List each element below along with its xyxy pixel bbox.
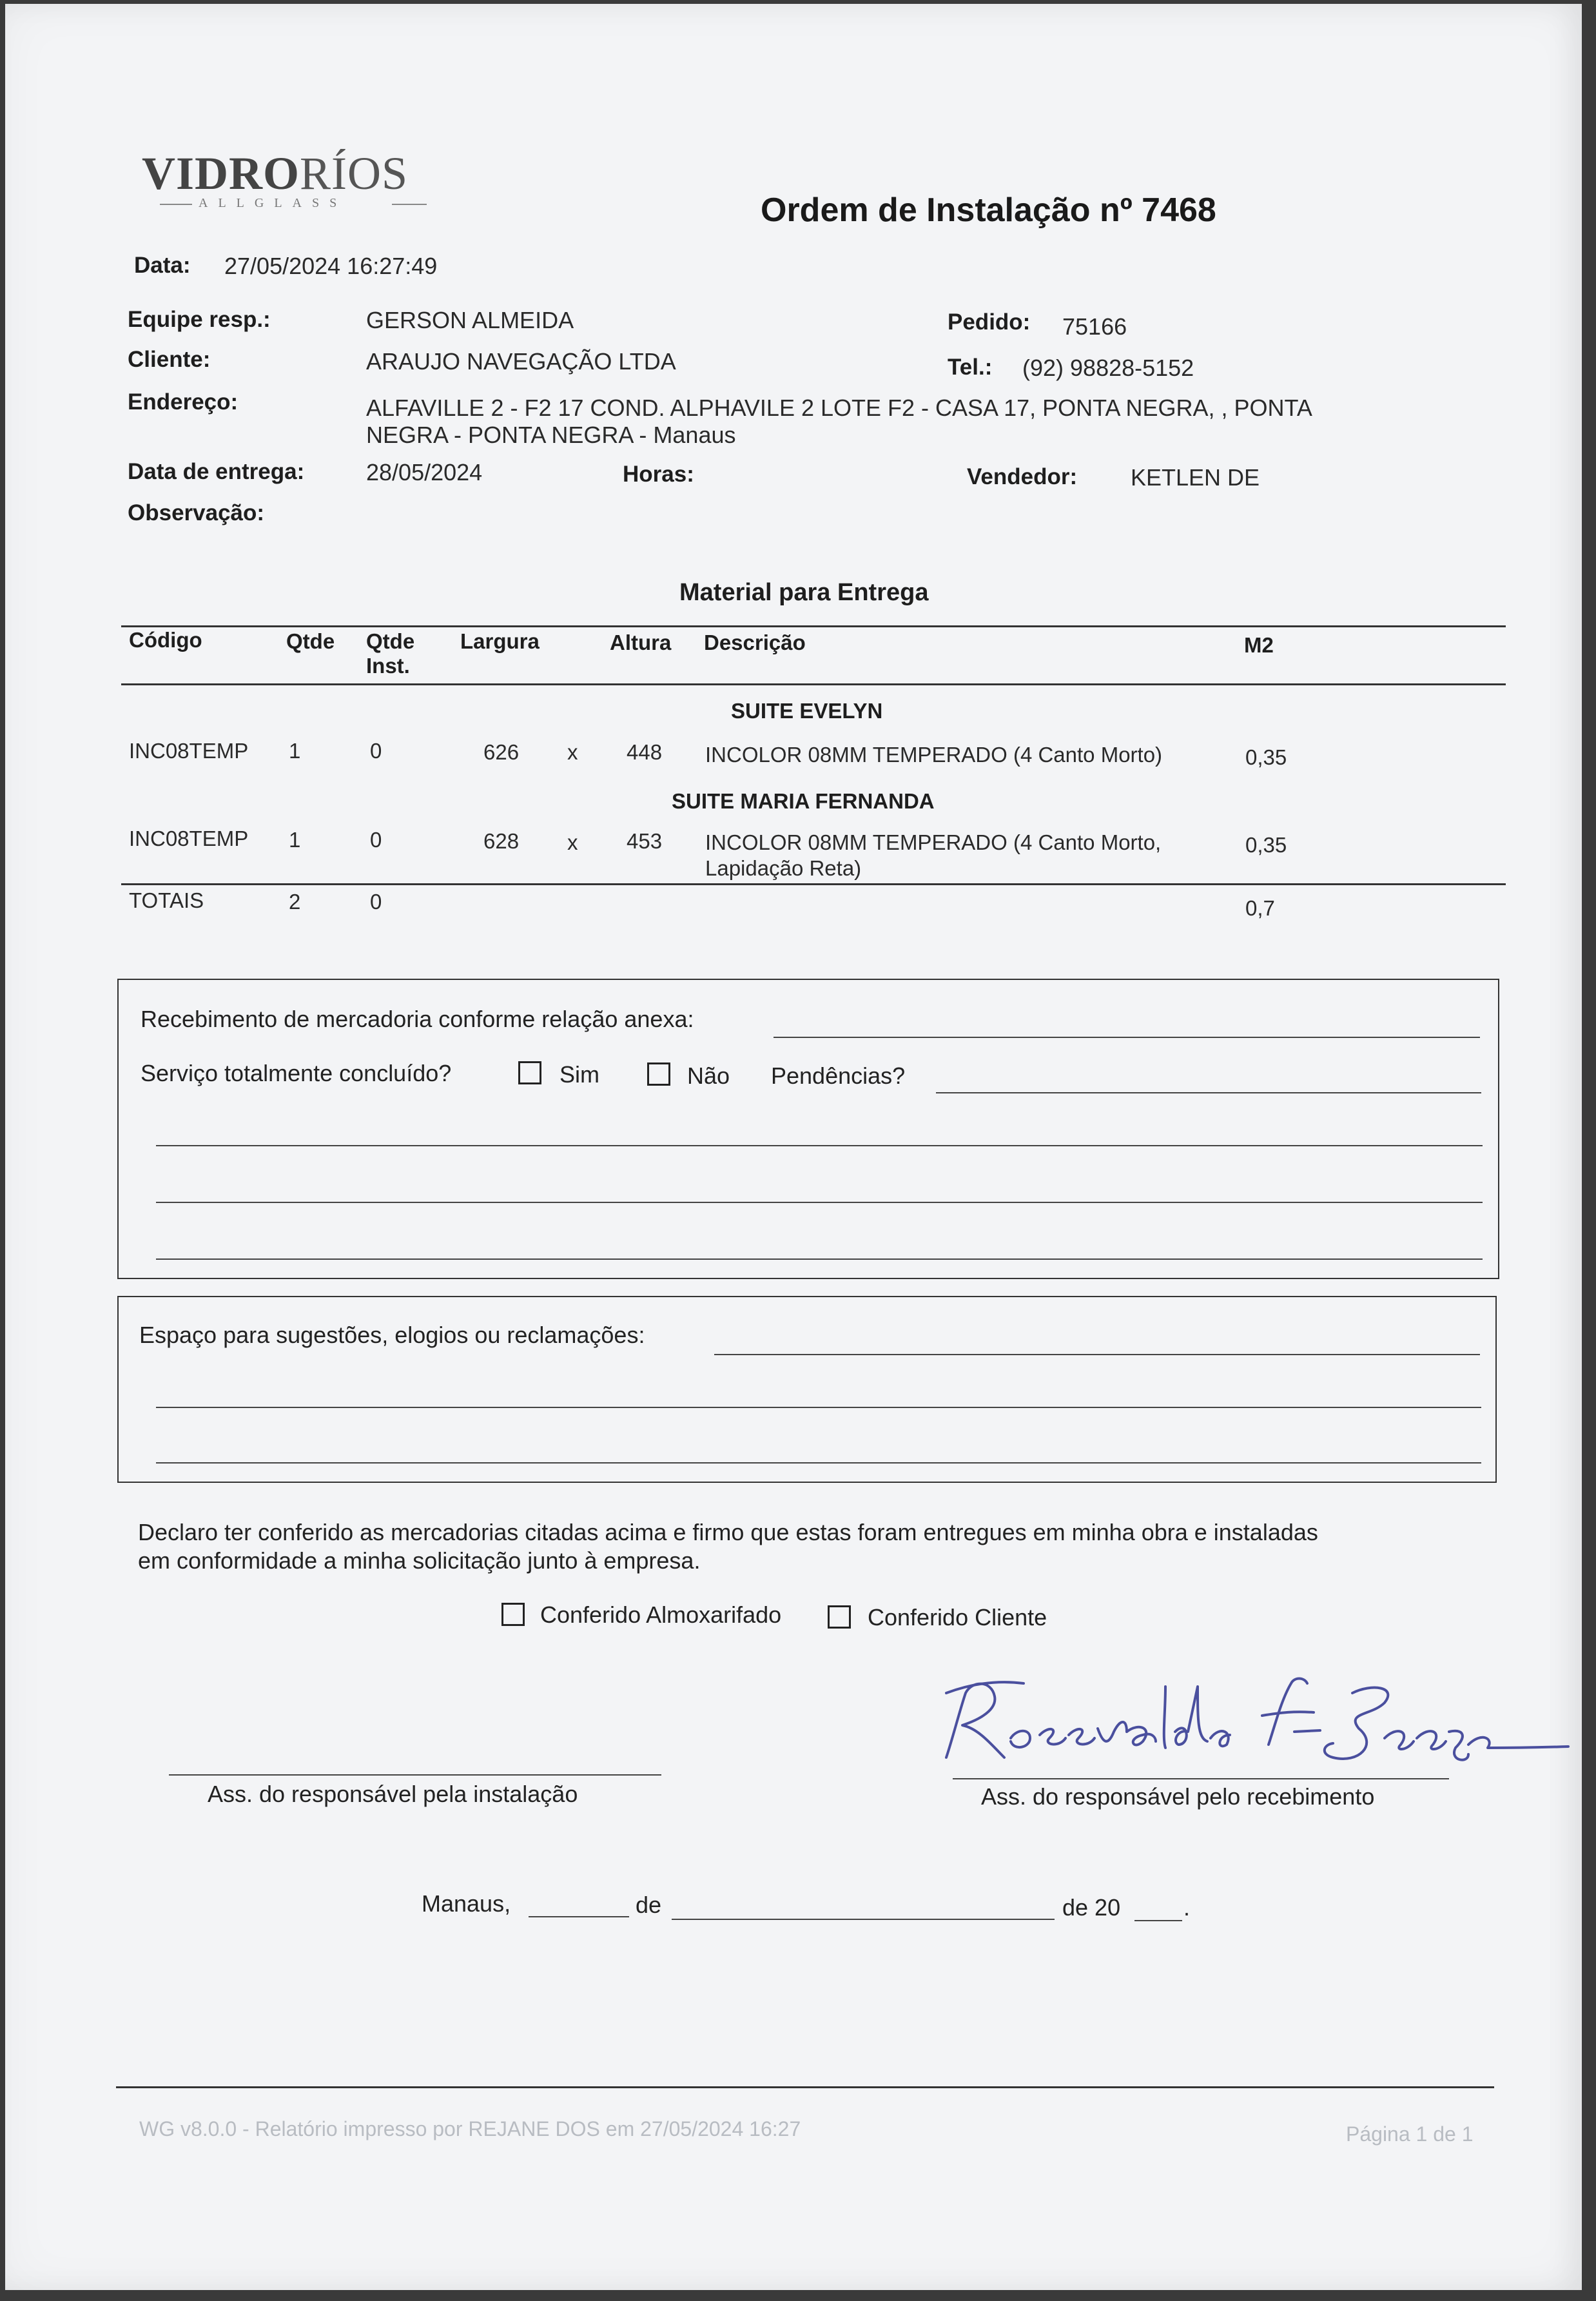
tel-value: (92) 98828-5152	[1022, 355, 1194, 381]
cliente-value: ARAUJO NAVEGAÇÃO LTDA	[366, 348, 676, 375]
conferido-cliente-checkbox[interactable]	[828, 1605, 851, 1629]
cell-descricao: INCOLOR 08MM TEMPERADO (4 Canto Morto)	[705, 743, 1163, 767]
document-page	[5, 4, 1582, 2290]
cell-largura: 628	[483, 829, 520, 853]
suggestions-label: Espaço para sugestões, elogios ou reclamações:	[139, 1322, 645, 1348]
cell-qtde: 1	[289, 828, 301, 852]
footer-print-info: WG v8.0.0 - Relatório impresso por REJANE DOS em 27/05/2024 16:27	[139, 2117, 801, 2140]
data-value: 27/05/2024 16:27:49	[224, 253, 438, 279]
cell-qtde-inst: 0	[370, 828, 382, 852]
date-city: Manaus,	[422, 1890, 511, 1917]
page-title: Ordem de Instalação nº 7468	[761, 191, 1216, 229]
receipt-line[interactable]	[156, 1258, 1483, 1260]
cell-descricao: INCOLOR 08MM TEMPERADO (4 Canto Morto,	[705, 830, 1162, 854]
logo-rule-right	[392, 204, 427, 205]
entrega-value: 28/05/2024	[366, 459, 483, 485]
table-totals-rule	[121, 883, 1506, 885]
conferido-almoxarifado-checkbox[interactable]	[501, 1603, 525, 1626]
recebimento-line[interactable]	[774, 1037, 1480, 1038]
data-label: Data:	[134, 253, 191, 278]
endereco-line1: ALFAVILLE 2 - F2 17 COND. ALPHAVILE 2 LOTE F2 - CASA 17, PONTA NEGRA, , PONTA	[366, 395, 1312, 421]
sim-label: Sim	[560, 1061, 599, 1088]
cell-altura: 448	[627, 740, 663, 764]
totals-qtde-inst: 0	[370, 890, 382, 914]
nao-label: Não	[687, 1062, 730, 1089]
pedido-label: Pedido:	[948, 309, 1031, 335]
material-section-title: Material para Entrega	[679, 579, 929, 606]
vendedor-value: KETLEN DE	[1131, 464, 1260, 491]
suggestions-line[interactable]	[714, 1354, 1480, 1355]
cell-largura: 626	[483, 740, 520, 764]
date-year-line[interactable]	[1134, 1920, 1182, 1921]
col-qtde-inst-2: Inst.	[366, 654, 410, 678]
tel-label: Tel.:	[948, 355, 993, 380]
equipe-label: Equipe resp.:	[128, 307, 271, 332]
date-de2: de 20	[1062, 1894, 1121, 1921]
col-qtde: Qtde	[286, 629, 335, 653]
cell-codigo: INC08TEMP	[129, 739, 249, 763]
signature-label-instalacao: Ass. do responsável pela instalação	[208, 1781, 578, 1807]
cell-m2: 0,35	[1245, 745, 1287, 769]
pendencias-line[interactable]	[936, 1092, 1481, 1093]
receipt-line[interactable]	[156, 1202, 1483, 1203]
suggestions-line[interactable]	[156, 1407, 1481, 1408]
cell-altura: 453	[627, 829, 663, 853]
col-altura: Altura	[610, 631, 672, 654]
declaration-line2: em conformidade a minha solicitação junto à empresa.	[138, 1547, 701, 1574]
cell-m2: 0,35	[1245, 833, 1287, 857]
pendencias-label: Pendências?	[771, 1062, 906, 1089]
equipe-value: GERSON ALMEIDA	[366, 307, 574, 333]
totals-qtde: 2	[289, 890, 301, 914]
date-day-line[interactable]	[529, 1916, 629, 1917]
cell-x: x	[567, 830, 578, 854]
declaration-line1: Declaro ter conferido as mercadorias citadas acima e firmo que estas foram entregues em minha obra e instaladas	[138, 1519, 1318, 1545]
group-title: SUITE MARIA FERNANDA	[672, 789, 935, 813]
col-descricao: Descrição	[704, 631, 806, 654]
logo-rule-left	[160, 204, 192, 205]
handwritten-signature	[933, 1667, 1572, 1783]
signature-label-recebimento: Ass. do responsável pelo recebimento	[981, 1783, 1375, 1810]
table-header-rule	[121, 683, 1506, 685]
entrega-label: Data de entrega:	[128, 459, 305, 484]
date-dot: .	[1183, 1894, 1191, 1921]
endereco-label: Endereço:	[128, 389, 238, 415]
table-top-rule	[121, 625, 1506, 627]
signature-line-recebimento[interactable]	[953, 1778, 1449, 1779]
conferido-almoxarifado-label: Conferido Almoxarifado	[540, 1601, 782, 1628]
cell-codigo: INC08TEMP	[129, 827, 249, 850]
totals-label: TOTAIS	[129, 888, 204, 912]
servico-label: Serviço totalmente concluído?	[141, 1060, 452, 1086]
suggestions-line[interactable]	[156, 1462, 1481, 1464]
totals-m2: 0,7	[1245, 896, 1275, 920]
nao-checkbox[interactable]	[647, 1062, 670, 1086]
company-logo-sub: ALLGLASS	[199, 196, 347, 210]
observacao-label: Observação:	[128, 500, 265, 525]
cliente-label: Cliente:	[128, 347, 211, 372]
conferido-cliente-label: Conferido Cliente	[868, 1604, 1047, 1630]
date-month-line[interactable]	[672, 1919, 1055, 1920]
cell-x: x	[567, 740, 578, 764]
company-logo: VIDRORÍOS	[142, 148, 409, 199]
signature-line-instalacao[interactable]	[169, 1774, 661, 1776]
horas-label: Horas:	[623, 462, 694, 487]
col-largura: Largura	[460, 629, 540, 653]
group-title: SUITE EVELYN	[731, 699, 883, 723]
vendedor-label: Vendedor:	[967, 464, 1078, 489]
date-de1: de	[636, 1892, 662, 1918]
cell-descricao-cont: Lapidação Reta)	[705, 856, 862, 880]
pedido-value: 75166	[1062, 313, 1127, 340]
receipt-line[interactable]	[156, 1145, 1483, 1146]
sim-checkbox[interactable]	[518, 1061, 541, 1084]
endereco-line2: NEGRA - PONTA NEGRA - Manaus	[366, 422, 736, 448]
footer-rule	[116, 2086, 1494, 2088]
cell-qtde-inst: 0	[370, 739, 382, 763]
col-m2: M2	[1244, 633, 1274, 657]
recebimento-label: Recebimento de mercadoria conforme relação anexa:	[141, 1006, 694, 1032]
cell-qtde: 1	[289, 739, 301, 763]
footer-page-number: Página 1 de 1	[1346, 2122, 1474, 2146]
col-qtde-inst-1: Qtde	[366, 629, 415, 653]
col-codigo: Código	[129, 628, 202, 652]
